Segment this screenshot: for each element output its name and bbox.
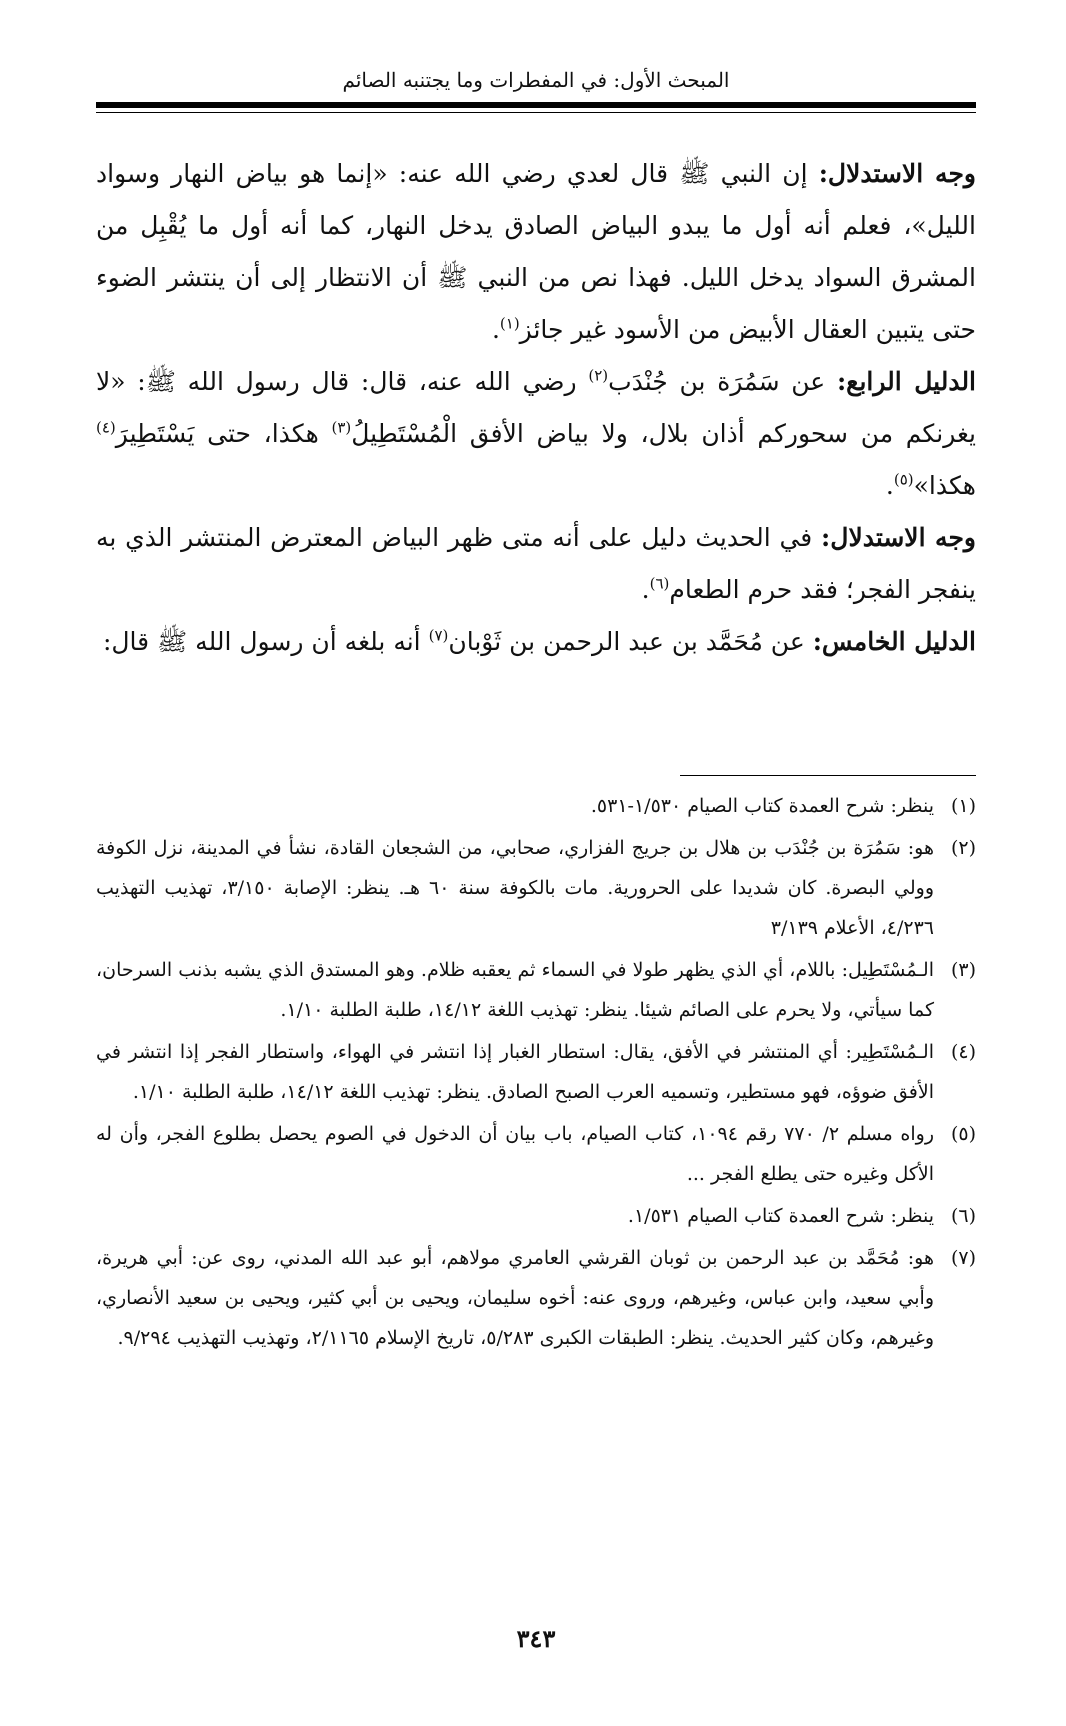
footnote-text: ينظر: شرح العمدة كتاب الصيام ١/٥٣١. xyxy=(627,1205,934,1227)
footnote-1 xyxy=(96,786,976,826)
header-rule-thick xyxy=(96,102,976,108)
paragraph-2 xyxy=(96,356,976,512)
footnote-number: (٥) xyxy=(950,1123,976,1145)
footnote-text: هو: سَمُرَة بن جُنْدَب بن هلال بن جريج الفزاري، صحابي، من الشجعان القادة، نشأ في المدينة، نزل الكوفة وولي البصرة. كان شديدا على الحرورية. مات بالكوفة سنة ٦٠ هـ. ينظر: الإصابة ٣/١٥٠، تهذيب التهذيب ٤/٢٣٦، الأعلام ٣/١٣٩ xyxy=(96,837,935,939)
footnote-number: (٦) xyxy=(950,1205,976,1227)
paragraph-4-lead: الدليل الخامس: xyxy=(812,627,976,656)
footnote-ref-4[interactable]: (٤) xyxy=(96,418,116,437)
footnote-text: الـمُسْتَطِير: أي المنتشر في الأفق، يقال: استطار الغبار إذا انتشر في الهواء، واستطار الفجر إذا انتشر في الأفق ضوؤه، فهو مستطير، وتسميه العرب الصبح الصادق. ينظر: تهذيب اللغة ١٤/١٢، طلبة الطلبة ١/١٠. xyxy=(96,1041,934,1103)
paragraph-2-text-4: هكذا» xyxy=(913,471,976,500)
running-header: المبحث الأول: في المفطرات وما يجتنبه الصائم xyxy=(342,68,730,92)
footnote-number: (٣) xyxy=(950,959,976,981)
paragraph-2-text-2: رضي الله عنه، قال: قال رسول الله ﷺ: «لا يغرنكم من سحوركم أذان بلال، ولا بياض الأفق الْمُسْتَطِيلُ xyxy=(96,367,977,448)
paragraph-2-text-1: عن سَمُرَة بن جُنْدَب xyxy=(608,367,837,396)
paragraph-4-text-1: عن مُحَمَّد بن عبد الرحمن بن ثَوْبان xyxy=(448,627,813,656)
paragraph-1-end: . xyxy=(491,315,500,344)
footnote-number: (٤) xyxy=(950,1041,976,1063)
paragraph-3-text: في الحديث دليل على أنه متى ظهر البياض المعترض المنتشر الذي به ينفجر الفجر؛ فقد حرم الطعام xyxy=(96,523,976,604)
footnote-ref-5[interactable]: (٥) xyxy=(893,470,914,489)
footnote-ref-2[interactable]: (٢) xyxy=(588,366,609,385)
paragraph-4-text-2: أنه بلغه أن رسول الله ﷺ قال: xyxy=(102,627,429,656)
footnote-text: الـمُسْتَطِيل: باللام، أي الذي يظهر طولا في السماء ثم يعقبه ظلام. وهو المستدق الذي يشبه بذنب السرحان، كما سيأتي، ولا يحرم على الصائم شيئا. ينظر: تهذيب اللغة ١٤/١٢، طلبة الطلبة ١/١٠. xyxy=(96,959,934,1021)
footnote-number: (٧) xyxy=(950,1247,976,1269)
footnote-ref-1[interactable]: (١) xyxy=(499,314,520,333)
footnote-7 xyxy=(96,1238,976,1358)
footnote-3 xyxy=(96,950,976,1030)
paragraph-1-lead: وجه الاستدلال: xyxy=(818,159,976,188)
footnotes xyxy=(96,786,976,1360)
footnote-ref-3[interactable]: (٣) xyxy=(331,418,352,437)
paragraph-2-end: . xyxy=(885,471,894,500)
footnote-number: (٢) xyxy=(950,837,976,859)
paragraph-2-text-3: هكذا، حتى يَسْتَطِيرَ xyxy=(115,419,332,448)
footnote-ref-6[interactable]: (٦) xyxy=(649,574,670,593)
footnote-text: رواه مسلم ٢/ ٧٧٠ رقم ١٠٩٤، كتاب الصيام، باب بيان أن الدخول في الصوم يحصل بطلوع الفجر، وأن له الأكل وغيره حتى يطلع الفجر ... xyxy=(96,1123,935,1185)
header-rule-thin xyxy=(96,112,976,113)
footnote-ref-7[interactable]: (٧) xyxy=(428,626,449,645)
paragraph-3 xyxy=(96,512,976,616)
footnote-2 xyxy=(96,828,976,948)
footnote-text: ينظر: شرح العمدة كتاب الصيام ١/٥٣٠-٥٣١. xyxy=(590,795,934,817)
footnote-separator xyxy=(680,775,976,776)
paragraph-4 xyxy=(96,616,976,668)
footnote-5 xyxy=(96,1114,976,1194)
paragraph-1 xyxy=(96,148,976,356)
footnote-number: (١) xyxy=(950,795,976,817)
main-text xyxy=(96,148,976,668)
paragraph-1-text: إن النبي ﷺ قال لعدي رضي الله عنه: «إنما هو بياض النهار وسواد الليل»، فعلم أنه أول ما يبدو البياض الصادق يدخل النهار، كما أنه أول ما يُقْبِل من المشرق السواد يدخل الليل. فهذا نص من النبي ﷺ أن الانتظار إلى أن ينتشر الضوء حتى يتبين العقال الأبيض من الأسود غير جائز xyxy=(96,159,976,344)
paragraph-3-end: . xyxy=(641,575,650,604)
paragraph-2-lead: الدليل الرابع: xyxy=(836,367,977,396)
page-number: ٣٤٣ xyxy=(516,1624,556,1653)
footnote-6 xyxy=(96,1196,976,1236)
footnote-text: هو: مُحَمَّد بن عبد الرحمن بن ثوبان القرشي العامري مولاهم، أبو عبد الله المدني، روى عن: أبي هريرة، وأبي سعيد، وابن عباس، وغيرهم، وروى عنه: أخوه سليمان، ويحيى بن أبي كثير، ويحيى بن سعيد الأنصاري، وغيرهم، وكان كثير الحديث. ينظر: الطبقات الكبرى ٥/٢٨٣، تاريخ الإسلام ٢/١١٦٥، وتهذيب التهذيب ٩/٢٩٤. xyxy=(96,1247,934,1349)
footnote-4 xyxy=(96,1032,976,1112)
paragraph-3-lead: وجه الاستدلال: xyxy=(821,523,976,552)
